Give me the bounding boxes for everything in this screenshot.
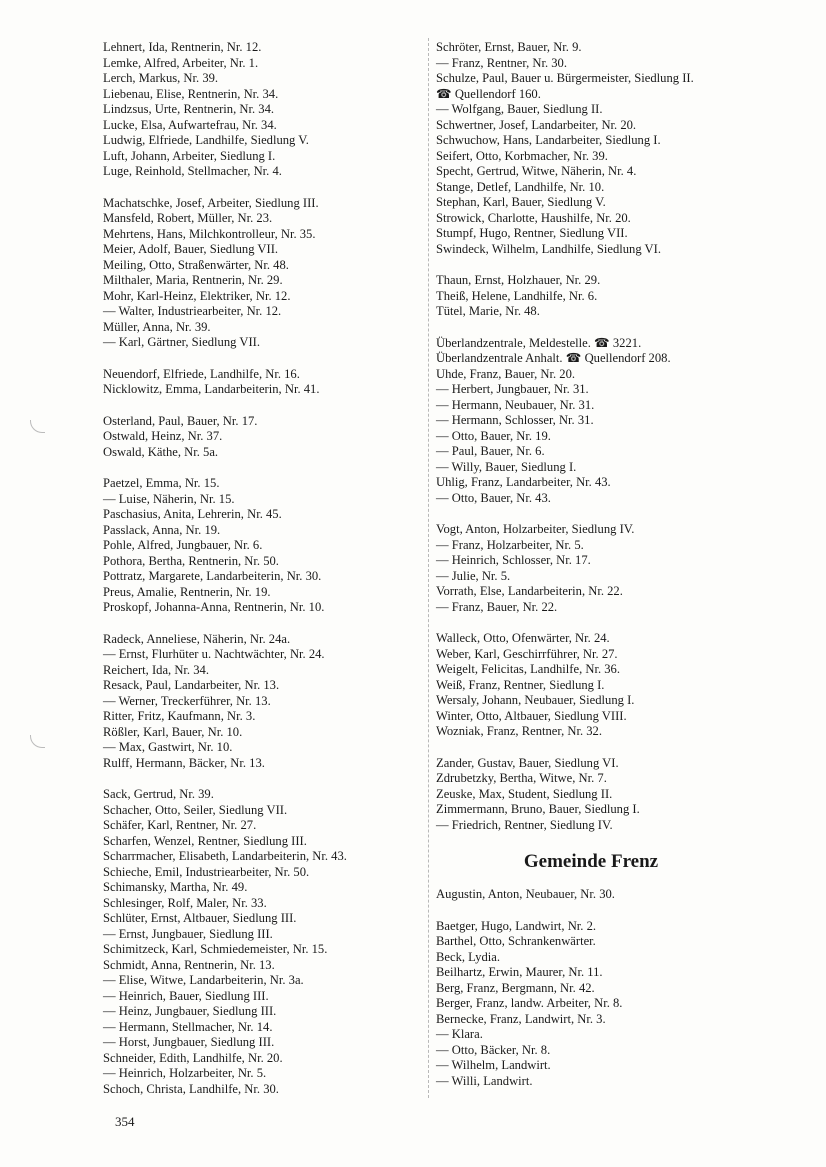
directory-entry: Liebenau, Elise, Rentnerin, Nr. 34. (103, 86, 279, 101)
directory-entry: Radeck, Anneliese, Näherin, Nr. 24a. (103, 631, 291, 646)
directory-entry: — Hermann, Schlosser, Nr. 31. (436, 413, 594, 427)
directory-entry: — Julie, Nr. 5. (436, 568, 511, 583)
directory-entry: Lerch, Markus, Nr. 39. (103, 71, 219, 85)
directory-entry: Meier, Adolf, Bauer, Siedlung VII. (103, 242, 279, 256)
page-number: 354 (115, 1114, 135, 1129)
directory-entry: — Willy, Bauer, Siedlung I. (436, 459, 577, 474)
directory-entry: Zeuske, Max, Student, Siedlung II. (436, 786, 613, 801)
directory-entry: Schimansky, Martha, Nr. 49. (103, 880, 248, 894)
directory-entry: — Heinrich, Schlosser, Nr. 17. (436, 553, 591, 567)
directory-entry: Weigelt, Felicitas, Landhilfe, Nr. 36. (436, 662, 620, 676)
directory-entry: — Karl, Gärtner, Siedlung VII. (103, 335, 260, 349)
directory-entry: Winter, Otto, Altbauer, Siedlung VIII. (436, 708, 627, 723)
directory-entry: — Hermann, Stellmacher, Nr. 14. (103, 1019, 273, 1034)
section-heading: Gemeinde Frenz (523, 851, 659, 872)
directory-entry: Lucke, Elsa, Aufwartefrau, Nr. 34. (103, 117, 277, 132)
directory-entry: Vorrath, Else, Landarbeiterin, Nr. 22. (436, 584, 623, 598)
directory-entry: Pohle, Alfred, Jungbauer, Nr. 6. (103, 538, 263, 552)
directory-entry: Berg, Franz, Bergmann, Nr. 42. (436, 980, 595, 995)
directory-entry: Neuendorf, Elfriede, Landhilfe, Nr. 16. (103, 366, 300, 381)
directory-entry: Strowick, Charlotte, Haushilfe, Nr. 20. (436, 210, 631, 225)
directory-entry: Uhde, Franz, Bauer, Nr. 20. (436, 366, 576, 381)
directory-entry: Müller, Anna, Nr. 39. (103, 319, 211, 334)
directory-entry: Rulff, Hermann, Bäcker, Nr. 13. (103, 755, 265, 770)
directory-entry: Osterland, Paul, Bauer, Nr. 17. (103, 413, 258, 428)
directory-entry: — Heinrich, Bauer, Siedlung III. (103, 988, 269, 1003)
directory-entry: Bernecke, Franz, Landwirt, Nr. 3. (436, 1011, 606, 1026)
directory-entry: — Paul, Bauer, Nr. 6. (436, 444, 545, 458)
directory-entry: Proskopf, Johanna-Anna, Rentnerin, Nr. 10. (103, 600, 325, 614)
directory-entry: Zander, Gustav, Bauer, Siedlung VI. (436, 755, 619, 770)
directory-entry: Paschasius, Anita, Lehrerin, Nr. 45. (103, 507, 282, 521)
binding-hole-mark (30, 735, 45, 748)
directory-entry: Thaun, Ernst, Holzhauer, Nr. 29. (436, 273, 601, 287)
section-entries (436, 887, 766, 1089)
directory-entry: Oswald, Käthe, Nr. 5a. (103, 444, 219, 459)
directory-entry: Schoch, Christa, Landhilfe, Nr. 30. (103, 1081, 279, 1096)
directory-entry: Mansfeld, Robert, Müller, Nr. 23. (103, 211, 273, 225)
directory-entry: — Ernst, Jungbauer, Siedlung III. (103, 926, 273, 941)
directory-entry: Beck, Lydia. (436, 949, 501, 964)
group-spacer (103, 351, 413, 367)
directory-entry: Wersaly, Johann, Neubauer, Siedlung I. (436, 693, 635, 707)
directory-entry: Seifert, Otto, Korbmacher, Nr. 39. (436, 148, 608, 163)
directory-entry: — Otto, Bäcker, Nr. 8. (436, 1042, 551, 1057)
directory-entry: Ritter, Fritz, Kaufmann, Nr. 3. (103, 709, 256, 723)
directory-entry: Schäfer, Karl, Rentner, Nr. 27. (103, 818, 257, 832)
directory-entry: Schlesinger, Rolf, Maler, Nr. 33. (103, 895, 267, 910)
directory-entry: — Franz, Holzarbeiter, Nr. 5. (436, 537, 584, 552)
group-spacer (436, 615, 766, 631)
directory-entry: Augustin, Anton, Neubauer, Nr. 30. (436, 887, 615, 901)
directory-entry: Preus, Amalie, Rentnerin, Nr. 19. (103, 584, 271, 599)
group-spacer (103, 398, 413, 414)
directory-entry: — Heinrich, Holzarbeiter, Nr. 5. (103, 1066, 267, 1080)
group-spacer (436, 740, 766, 756)
directory-entry: — Friedrich, Rentner, Siedlung IV. (436, 817, 613, 832)
directory-entry: Berger, Franz, landw. Arbeiter, Nr. 8. (436, 996, 623, 1010)
directory-entry: — Hermann, Neubauer, Nr. 31. (436, 397, 595, 412)
directory-entry: Ludwig, Elfriede, Landhilfe, Siedlung V. (103, 133, 309, 147)
directory-entry: Lehnert, Ida, Rentnerin, Nr. 12. (103, 40, 262, 54)
directory-entry: Pottratz, Margarete, Landarbeiterin, Nr. 30. (103, 569, 322, 583)
directory-entry: Mehrtens, Hans, Milchkontrolleur, Nr. 35. (103, 226, 316, 241)
group-spacer (436, 903, 766, 919)
directory-entry: Schimitzeck, Karl, Schmiedemeister, Nr. 15. (103, 942, 328, 956)
group-spacer (103, 180, 413, 196)
directory-entry: ☎ Quellendorf 160. (436, 86, 541, 101)
directory-entry: Passlack, Anna, Nr. 19. (103, 522, 221, 537)
directory-entry: — Otto, Bauer, Nr. 19. (436, 428, 551, 443)
directory-entry: Paetzel, Emma, Nr. 15. (103, 476, 220, 490)
directory-entry: Ostwald, Heinz, Nr. 37. (103, 429, 223, 443)
directory-entry: — Klara. (436, 1027, 483, 1041)
directory-entry: Machatschke, Josef, Arbeiter, Siedlung III. (103, 195, 319, 210)
group-spacer (436, 257, 766, 273)
directory-entry: Überlandzentrale Anhalt. ☎ Quellendorf 208. (436, 351, 671, 365)
directory-entry: Schacher, Otto, Seiler, Siedlung VII. (103, 802, 288, 817)
directory-entry: Schulze, Paul, Bauer u. Bürgermeister, Siedlung II. (436, 71, 694, 85)
directory-entry: Vogt, Anton, Holzarbeiter, Siedlung IV. (436, 522, 635, 536)
binding-hole-mark (30, 420, 45, 433)
directory-entry: Sack, Gertrud, Nr. 39. (103, 787, 214, 801)
group-spacer (103, 771, 413, 787)
directory-entry: — Franz, Bauer, Nr. 22. (436, 599, 558, 614)
left-column (103, 40, 413, 1097)
directory-entry: — Franz, Rentner, Nr. 30. (436, 55, 568, 70)
directory-entry: — Horst, Jungbauer, Siedlung III. (103, 1035, 275, 1049)
directory-entry: Luft, Johann, Arbeiter, Siedlung I. (103, 148, 276, 163)
directory-entry: — Werner, Treckerführer, Nr. 13. (103, 693, 271, 708)
directory-entry: — Max, Gastwirt, Nr. 10. (103, 740, 233, 754)
directory-entry: Baetger, Hugo, Landwirt, Nr. 2. (436, 918, 597, 933)
directory-entry: Beilhartz, Erwin, Maurer, Nr. 11. (436, 965, 603, 979)
directory-entry: Schlüter, Ernst, Altbauer, Siedlung III. (103, 911, 297, 925)
directory-entry: Theiß, Helene, Landhilfe, Nr. 6. (436, 288, 598, 303)
directory-entry: — Willi, Landwirt. (436, 1073, 533, 1088)
directory-entry: Barthel, Otto, Schrankenwärter. (436, 934, 596, 948)
directory-entry: Schwertner, Josef, Landarbeiter, Nr. 20. (436, 117, 637, 132)
directory-entry: Meiling, Otto, Straßenwärter, Nr. 48. (103, 257, 289, 272)
directory-entry: Nicklowitz, Emma, Landarbeiterin, Nr. 41. (103, 382, 320, 396)
group-spacer (103, 616, 413, 632)
directory-entry: — Heinz, Jungbauer, Siedlung III. (103, 1004, 277, 1018)
directory-entry: Stumpf, Hugo, Rentner, Siedlung VII. (436, 226, 628, 240)
group-spacer (103, 460, 413, 476)
directory-entry: Resack, Paul, Landarbeiter, Nr. 13. (103, 678, 280, 692)
directory-entry: Weber, Karl, Geschirrführer, Nr. 27. (436, 646, 618, 661)
directory-entry: Zimmermann, Bruno, Bauer, Siedlung I. (436, 802, 640, 816)
directory-entry: Scharfen, Wenzel, Rentner, Siedlung III. (103, 833, 307, 848)
directory-entry: Pothora, Bertha, Rentnerin, Nr. 50. (103, 553, 279, 568)
directory-entry: Swindeck, Wilhelm, Landhilfe, Siedlung VI. (436, 241, 661, 256)
directory-entry: — Wolfgang, Bauer, Siedlung II. (436, 102, 603, 116)
group-spacer (436, 320, 766, 336)
directory-entry: — Herbert, Jungbauer, Nr. 31. (436, 382, 589, 396)
directory-entry: Überlandzentrale, Meldestelle. ☎ 3221. (436, 335, 642, 350)
directory-entry: Weiß, Franz, Rentner, Siedlung I. (436, 677, 605, 692)
directory-entry: — Ernst, Flurhüter u. Nachtwächter, Nr. 24. (103, 647, 325, 661)
directory-entry: Schneider, Edith, Landhilfe, Nr. 20. (103, 1050, 283, 1065)
column-divider (428, 38, 429, 1098)
directory-entry: Tütel, Marie, Nr. 48. (436, 304, 540, 318)
directory-entry: Wozniak, Franz, Rentner, Nr. 32. (436, 724, 603, 738)
directory-entry: Lemke, Alfred, Arbeiter, Nr. 1. (103, 55, 259, 70)
directory-entry: Schwuchow, Hans, Landarbeiter, Siedlung I. (436, 133, 661, 147)
directory-entry: Milthaler, Maria, Rentnerin, Nr. 29. (103, 273, 283, 287)
directory-entry: Reichert, Ida, Nr. 34. (103, 662, 209, 677)
directory-entry: — Elise, Witwe, Landarbeiterin, Nr. 3a. (103, 973, 304, 987)
group-spacer (436, 506, 766, 522)
directory-entry: Walleck, Otto, Ofenwärter, Nr. 24. (436, 631, 610, 645)
directory-entry: Mohr, Karl-Heinz, Elektriker, Nr. 12. (103, 288, 291, 303)
directory-entry: — Wilhelm, Landwirt. (436, 1058, 551, 1072)
directory-entry: Stephan, Karl, Bauer, Siedlung V. (436, 195, 606, 209)
directory-entry: Lindzsus, Urte, Rentnerin, Nr. 34. (103, 102, 275, 116)
directory-entry: Stange, Detlef, Landhilfe, Nr. 10. (436, 179, 605, 194)
directory-entry: Luge, Reinhold, Stellmacher, Nr. 4. (103, 164, 282, 178)
directory-entry: Uhlig, Franz, Landarbeiter, Nr. 43. (436, 475, 611, 489)
right-column (436, 40, 766, 1089)
directory-entry: — Otto, Bauer, Nr. 43. (436, 490, 551, 505)
directory-entry: Rößler, Karl, Bauer, Nr. 10. (103, 724, 243, 739)
directory-entry: Schieche, Emil, Industriearbeiter, Nr. 50. (103, 864, 310, 879)
directory-entry: — Luise, Näherin, Nr. 15. (103, 491, 235, 506)
directory-entry: Schmidt, Anna, Rentnerin, Nr. 13. (103, 957, 275, 972)
directory-entry: — Walter, Industriearbeiter, Nr. 12. (103, 304, 282, 318)
directory-entry: Zdrubetzky, Bertha, Witwe, Nr. 7. (436, 771, 607, 785)
directory-entry: Specht, Gertrud, Witwe, Näherin, Nr. 4. (436, 164, 637, 178)
directory-entry: Schröter, Ernst, Bauer, Nr. 9. (436, 40, 582, 54)
directory-entry: Scharrmacher, Elisabeth, Landarbeiterin, Nr. 43. (103, 849, 347, 863)
